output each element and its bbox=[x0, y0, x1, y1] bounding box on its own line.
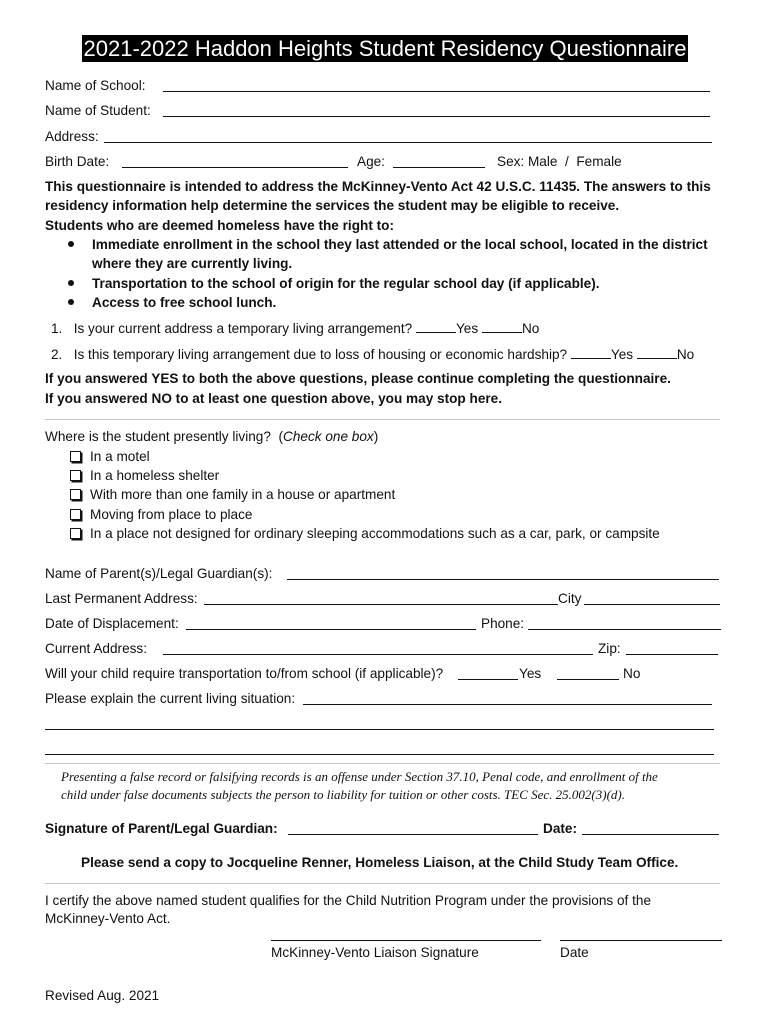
question-text: Is this temporary living arrangement due to loss of housing or economic hardship? bbox=[73, 347, 568, 362]
no-label: No bbox=[676, 347, 695, 362]
divider bbox=[45, 419, 720, 420]
right-item: Transportation to the school of origin for the regular school day (if applicable). bbox=[68, 276, 600, 291]
living-option-shared-housing[interactable]: With more than one family in a house or apartment bbox=[70, 487, 395, 502]
birth-date-input[interactable] bbox=[122, 155, 348, 168]
living-option-unsheltered[interactable]: In a place not designed for ordinary sleeping accommodations such as a car, park, or campsite bbox=[70, 526, 660, 541]
guardian-signature-input[interactable] bbox=[288, 822, 538, 835]
explain-input-line-2[interactable] bbox=[45, 717, 714, 730]
signature-date-input[interactable] bbox=[582, 822, 719, 835]
certify-line-1: I certify the above named student qualifies for the Child Nutrition Program under the provisions of the bbox=[45, 893, 652, 908]
school-input[interactable] bbox=[163, 79, 710, 92]
page-title: 2021-2022 Haddon Heights Student Residency Questionnaire bbox=[83, 36, 687, 61]
checkbox-icon[interactable] bbox=[70, 489, 81, 500]
intro-line-2: residency information help determine the services the student may be eligible to receive. bbox=[45, 198, 620, 213]
liaison-signature-label: McKinney-Vento Liaison Signature bbox=[271, 945, 479, 960]
living-option-motel[interactable]: In a motel bbox=[70, 449, 150, 464]
question-1-yes-blank[interactable] bbox=[416, 320, 456, 333]
sex-separator: / bbox=[565, 154, 569, 169]
sex-male-option[interactable]: Male bbox=[527, 154, 558, 169]
current-address-label: Current Address: bbox=[45, 641, 147, 656]
question-1 bbox=[51, 320, 539, 336]
question-number: 2. bbox=[51, 347, 63, 362]
instruction-yes: If you answered YES to both the above questions, please continue completing the questionnaire. bbox=[45, 371, 671, 386]
question-number: 1. bbox=[51, 321, 63, 336]
living-hint: Check one box bbox=[283, 429, 374, 444]
city-input[interactable] bbox=[584, 592, 720, 605]
right-item-continued: where they are currently living. bbox=[92, 256, 293, 271]
explain-label: Please explain the current living situation: bbox=[45, 691, 296, 706]
checkbox-icon[interactable] bbox=[70, 451, 81, 462]
question-2 bbox=[51, 346, 694, 362]
school-label: Name of School: bbox=[45, 78, 146, 93]
guardian-signature-label: Signature of Parent/Legal Guardian: bbox=[45, 821, 278, 836]
liaison-date-label: Date bbox=[560, 945, 589, 960]
rights-heading: Students who are deemed homeless have the right to: bbox=[45, 218, 394, 233]
certify-line-2: McKinney-Vento Act. bbox=[45, 911, 171, 926]
bullet-icon bbox=[68, 280, 74, 286]
city-label: City bbox=[558, 591, 582, 606]
student-field bbox=[45, 103, 151, 118]
zip-label: Zip: bbox=[598, 641, 621, 656]
last-address-label: Last Permanent Address: bbox=[45, 591, 198, 606]
transport-yes-blank[interactable] bbox=[458, 667, 518, 680]
signature-date-label: Date: bbox=[543, 821, 577, 836]
bullet-icon bbox=[68, 299, 74, 305]
right-item: Access to free school lunch. bbox=[68, 295, 276, 310]
current-address-input[interactable] bbox=[163, 642, 593, 655]
living-option-moving[interactable]: Moving from place to place bbox=[70, 507, 252, 522]
legal-notice-line-1: Presenting a false record or falsifying records is an offense under Section 37.10, Penal code, and enrollment of the bbox=[61, 769, 658, 784]
parents-input[interactable] bbox=[287, 567, 719, 580]
student-label: Name of Student: bbox=[45, 103, 151, 118]
explain-input-line-3[interactable] bbox=[45, 742, 714, 755]
send-copy-note: Please send a copy to Jocqueline Renner, Homeless Liaison, at the Child Study Team Office. bbox=[81, 855, 679, 870]
yes-label: Yes bbox=[610, 347, 634, 362]
question-2-no-blank[interactable] bbox=[637, 346, 677, 359]
divider bbox=[45, 763, 720, 764]
liaison-date-input[interactable] bbox=[560, 928, 722, 941]
sex-female-option[interactable]: Female bbox=[576, 154, 622, 169]
address-field bbox=[45, 129, 99, 144]
checkbox-icon[interactable] bbox=[70, 509, 81, 520]
divider bbox=[45, 883, 720, 884]
question-text: Is your current address a temporary living arrangement? bbox=[73, 321, 413, 336]
phone-input[interactable] bbox=[528, 617, 721, 630]
birth-date-label: Birth Date: bbox=[45, 154, 110, 169]
revision-footer: Revised Aug. 2021 bbox=[45, 988, 160, 1003]
checkbox-icon[interactable] bbox=[70, 528, 81, 539]
last-address-input[interactable] bbox=[204, 592, 558, 605]
question-1-no-blank[interactable] bbox=[482, 320, 522, 333]
age-label: Age: bbox=[357, 154, 385, 169]
yes-label: Yes bbox=[455, 321, 479, 336]
liaison-signature-input[interactable] bbox=[271, 928, 541, 941]
sex-label: Sex: bbox=[497, 154, 525, 169]
sex-field bbox=[497, 154, 622, 169]
displacement-input[interactable] bbox=[186, 617, 476, 630]
no-label: No bbox=[521, 321, 540, 336]
living-option-shelter[interactable]: In a homeless shelter bbox=[70, 468, 219, 483]
instruction-no: If you answered NO to at least one question above, you may stop here. bbox=[45, 391, 503, 406]
intro-line-1: This questionnaire is intended to address the McKinney-Vento Act 42 U.S.C. 11435. The answers to this bbox=[45, 179, 711, 194]
right-item: Immediate enrollment in the school they last attended or the local school, located in the district bbox=[68, 237, 708, 252]
explain-input-line-1[interactable] bbox=[303, 692, 712, 705]
age-input[interactable] bbox=[393, 155, 485, 168]
question-2-yes-blank[interactable] bbox=[571, 346, 611, 359]
checkbox-icon[interactable] bbox=[70, 470, 81, 481]
zip-input[interactable] bbox=[626, 642, 718, 655]
parents-label: Name of Parent(s)/Legal Guardian(s): bbox=[45, 566, 273, 581]
legal-notice-line-2: child under false documents subjects the person to liability for tuition or other costs. TEC Sec. 25.002(3)(d). bbox=[61, 787, 625, 802]
living-question: Where is the student presently living? (Check one box) bbox=[45, 429, 379, 444]
displacement-label: Date of Displacement: bbox=[45, 616, 179, 631]
school-field bbox=[45, 78, 146, 93]
address-input[interactable] bbox=[104, 130, 712, 143]
transport-no-blank[interactable] bbox=[557, 667, 619, 680]
student-input[interactable] bbox=[163, 104, 710, 117]
transport-label: Will your child require transportation to/from school (if applicable)? bbox=[45, 666, 444, 681]
phone-label: Phone: bbox=[481, 616, 525, 631]
bullet-icon bbox=[68, 241, 74, 247]
transport-yes-label: Yes bbox=[519, 666, 542, 681]
transport-no-label: No bbox=[623, 666, 641, 681]
address-label: Address: bbox=[45, 129, 99, 144]
